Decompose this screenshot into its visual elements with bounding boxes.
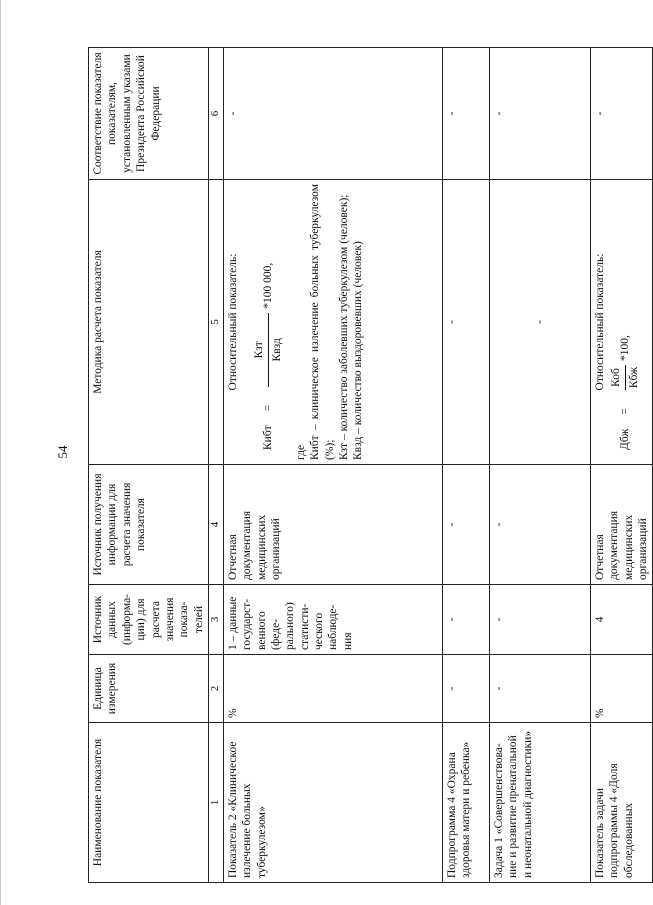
method-where: где [294,444,307,460]
indicator-method: - [442,180,489,465]
column-number: 5 [209,180,224,465]
formula-multiplier: *100, [618,335,631,361]
indicator-info-source: Отчетная документация медицинских организаций [223,465,442,585]
indicator-unit: - [442,655,489,723]
formula-numerator: Коб [610,368,623,387]
formula-denominator: Кбж [625,365,641,390]
method-intro: Относительный показатель: [226,253,239,391]
indicator-decree: - [590,48,653,180]
indicator-data-source: 1 – данные государст-венного (феде-рального) статисти-ческого наблюде-ния [223,585,442,655]
indicator-unit: % [590,655,653,723]
table-row-task-1 [489,48,590,883]
method-formula [252,184,284,450]
indicator-unit: % [223,655,442,723]
header-decree-compliance: Соответствие показателя показателям, установленным указами Президента Российской Федерации [89,48,209,180]
indicator-name: Показатель 2 «Клиническое излечение больных туберкулезом» [223,723,442,883]
formula-denominator: Квзд [268,313,284,387]
indicator-name: Показатель задачи подпрограммы 4 «Доля обследованных [590,723,653,883]
formula-lhs: Дбж [618,428,631,450]
indicator-data-source: - [489,585,590,655]
column-number: 6 [209,48,224,180]
formula-equals: = [618,408,631,415]
formula-fraction [609,365,641,390]
scan-edge-mark [0,0,1,905]
header-data-source: Источник данных (информа-ции) для расчета значения показа-телей [89,585,209,655]
table-row-subprogram-4 [442,48,489,883]
formula-fraction [252,313,284,387]
page-number-text: 54 [55,445,70,459]
indicator-method [223,180,442,465]
indicator-info-source: Отчетная документация медицинских организаций [590,465,653,585]
method-intro: Относительный показатель: [593,253,606,391]
indicator-unit: - [489,655,590,723]
header-unit: Единица измерения [89,655,209,723]
method-definition: Квзд – количество выздоровевших (человек) [352,241,365,460]
formula-equals: = [261,404,274,412]
indicator-decree: - [442,48,489,180]
table-header-row [89,48,209,883]
table-row-indicator-2 [223,48,442,883]
indicator-data-source: - [442,585,489,655]
header-indicator-name: Наименование показателя [89,723,209,883]
indicator-info-source: - [442,465,489,585]
table-row-task-indicator [590,48,653,883]
header-info-source: Источник получения информации для расчета значения показателя [89,465,209,585]
formula-numerator: Кзт [253,341,266,359]
formula-multiplier: *100 000, [261,262,274,309]
header-method: Методика расчета показателя [89,180,209,465]
indicator-method [590,180,653,465]
indicator-data-source: 4 [590,585,653,655]
column-number: 3 [209,585,224,655]
indicator-name: Подпрограмма 4 «Охрана здоровья матери и ребенка» [442,723,489,883]
method-definition: Кзт – количество заболевших туберкулезом (человек); [338,194,350,460]
indicator-info-source: - [489,465,590,585]
column-number-row [209,48,224,883]
indicator-decree: - [489,48,590,180]
rotated-page-content [88,48,649,883]
column-number: 1 [209,723,224,883]
column-number: 4 [209,465,224,585]
indicator-table [88,47,653,883]
column-number: 2 [209,655,224,723]
indicator-name: Задача 1 «Совершенствова-ние и развитие пренатальной и неонатальной диагностики» [489,723,590,883]
formula-lhs: Кибт [261,425,274,450]
method-definition: Кибт – клиническое излечение больных туберкулезом (%); [309,184,336,460]
method-formula [609,184,641,450]
indicator-decree: - [223,48,442,180]
indicator-method: - [489,180,590,465]
